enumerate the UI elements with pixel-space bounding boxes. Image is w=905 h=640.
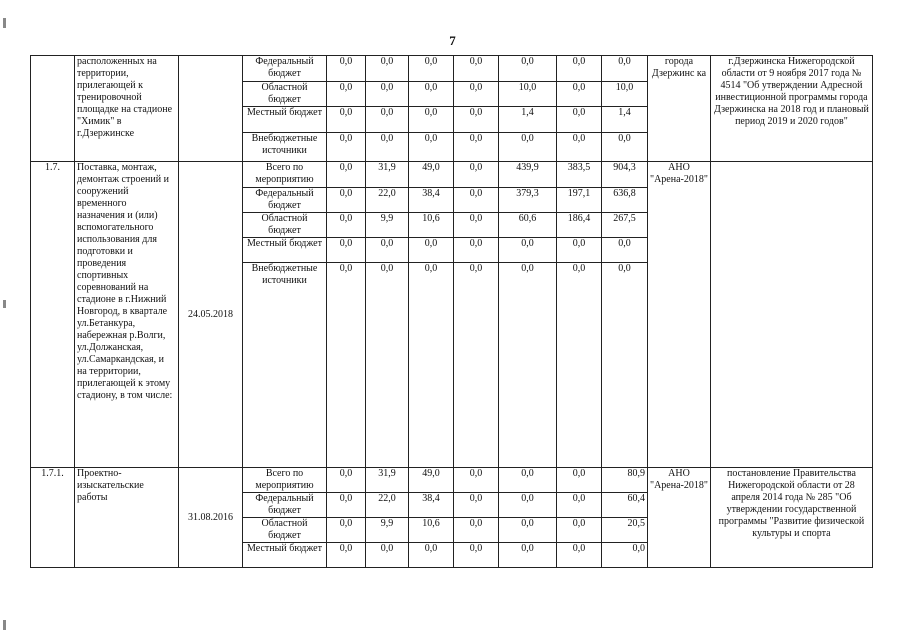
- amount-cell: 0,0: [454, 188, 499, 213]
- amount-cell: 0,0: [499, 133, 557, 162]
- amount-cell: 0,0: [557, 468, 602, 493]
- amount-cell: 20,5: [602, 518, 648, 543]
- amount-cell: 0,0: [557, 82, 602, 107]
- amount-cell: 0,0: [454, 263, 499, 468]
- amount-cell: 10,0: [602, 82, 648, 107]
- amount-cell: 38,4: [409, 493, 454, 518]
- amount-cell: 9,9: [366, 213, 409, 238]
- funding-source: Внебюджетные источники: [243, 133, 327, 162]
- amount-cell: 0,0: [409, 543, 454, 568]
- amount-cell: 0,0: [454, 543, 499, 568]
- amount-cell: 267,5: [602, 213, 648, 238]
- amount-cell: 80,9: [602, 468, 648, 493]
- funding-source: Всего по мероприятию: [243, 468, 327, 493]
- amount-cell: 0,0: [499, 263, 557, 468]
- amount-cell: 0,0: [557, 543, 602, 568]
- date-cell: 31.08.2016: [179, 468, 243, 568]
- amount-cell: 0,0: [454, 493, 499, 518]
- amount-cell: 0,0: [499, 493, 557, 518]
- amount-cell: 0,0: [366, 238, 409, 263]
- amount-cell: 0,0: [327, 518, 366, 543]
- amount-cell: 186,4: [557, 213, 602, 238]
- amount-cell: 0,0: [409, 238, 454, 263]
- amount-cell: 0,0: [327, 543, 366, 568]
- amount-cell: 197,1: [557, 188, 602, 213]
- amount-cell: 0,0: [602, 543, 648, 568]
- funding-source: Федеральный бюджет: [243, 493, 327, 518]
- amount-cell: 0,0: [409, 107, 454, 133]
- executor-cell: АНО "Арена-2018": [648, 162, 711, 468]
- amount-cell: 0,0: [327, 263, 366, 468]
- amount-cell: 0,0: [557, 263, 602, 468]
- amount-cell: 0,0: [454, 107, 499, 133]
- amount-cell: 0,0: [366, 107, 409, 133]
- amount-cell: 904,3: [602, 162, 648, 188]
- amount-cell: 22,0: [366, 493, 409, 518]
- amount-cell: 0,0: [409, 82, 454, 107]
- amount-cell: 10,6: [409, 518, 454, 543]
- amount-cell: 0,0: [327, 107, 366, 133]
- amount-cell: 0,0: [499, 468, 557, 493]
- amount-cell: 0,0: [366, 543, 409, 568]
- legal-basis-cell: [710, 162, 872, 468]
- amount-cell: 0,0: [366, 133, 409, 162]
- funding-source: Федеральный бюджет: [243, 188, 327, 213]
- amount-cell: 0,0: [499, 238, 557, 263]
- amount-cell: 0,0: [454, 56, 499, 82]
- amount-cell: 60,4: [602, 493, 648, 518]
- funding-table: [30, 55, 873, 568]
- amount-cell: 31,9: [366, 468, 409, 493]
- funding-source: Местный бюджет: [243, 107, 327, 133]
- funding-source: Областной бюджет: [243, 518, 327, 543]
- amount-cell: 0,0: [557, 238, 602, 263]
- amount-cell: 0,0: [327, 238, 366, 263]
- amount-cell: 0,0: [409, 263, 454, 468]
- amount-cell: 0,0: [409, 56, 454, 82]
- amount-cell: 379,3: [499, 188, 557, 213]
- amount-cell: 0,0: [557, 493, 602, 518]
- table-row: [31, 162, 873, 188]
- executor-cell: АНО "Арена-2018": [648, 468, 711, 568]
- amount-cell: 0,0: [327, 162, 366, 188]
- amount-cell: 439,9: [499, 162, 557, 188]
- amount-cell: 0,0: [499, 518, 557, 543]
- amount-cell: 0,0: [366, 56, 409, 82]
- amount-cell: 0,0: [499, 543, 557, 568]
- amount-cell: 49,0: [409, 468, 454, 493]
- scan-edge-mark: [3, 300, 6, 308]
- amount-cell: 38,4: [409, 188, 454, 213]
- amount-cell: 10,0: [499, 82, 557, 107]
- item-name-cell: Проектно-изыскательские работы: [75, 468, 179, 568]
- amount-cell: 0,0: [454, 518, 499, 543]
- amount-cell: 0,0: [557, 133, 602, 162]
- amount-cell: 0,0: [602, 263, 648, 468]
- funding-source: Всего по мероприятию: [243, 162, 327, 188]
- amount-cell: 0,0: [602, 133, 648, 162]
- amount-cell: 0,0: [454, 162, 499, 188]
- legal-basis-cell: г.Дзержинска Нижегородской области от 9 ноября 2017 года № 4514 "Об утверждении Адресной инвестиционной программы города Дзержинска на 2018 год и плановый период 2019 и 2020 годов": [710, 56, 872, 162]
- funding-source: Областной бюджет: [243, 213, 327, 238]
- funding-source: Местный бюджет: [243, 543, 327, 568]
- legal-basis-cell: постановление Правительства Нижегородской области от 28 апреля 2014 года № 285 "Об утверждении государственной программы "Развитие физической культуры и спорта: [710, 468, 872, 568]
- item-name-cell: Поставка, монтаж, демонтаж строений и сооружений временного назначения и (или) вспомогательного использования для подготовки и проведения спортивных соревнований на стадионе в г.Нижний Новгород, в квартале ул.Бетанкура, набережная р.Волги, ул.Должанская, ул.Самаркандская, и на территории, прилегающей к этому стадиону, в том числе:: [75, 162, 179, 468]
- amount-cell: 0,0: [327, 56, 366, 82]
- amount-cell: 0,0: [557, 107, 602, 133]
- amount-cell: 0,0: [409, 133, 454, 162]
- executor-cell: города Дзержинс ка: [648, 56, 711, 162]
- amount-cell: 636,8: [602, 188, 648, 213]
- amount-cell: 0,0: [327, 82, 366, 107]
- amount-cell: 0,0: [499, 56, 557, 82]
- amount-cell: 0,0: [327, 133, 366, 162]
- table-row: [31, 468, 873, 493]
- amount-cell: 9,9: [366, 518, 409, 543]
- funding-source: Внебюджетные источники: [243, 263, 327, 468]
- amount-cell: 0,0: [454, 238, 499, 263]
- date-cell: [179, 56, 243, 162]
- funding-source: Местный бюджет: [243, 238, 327, 263]
- amount-cell: 0,0: [366, 263, 409, 468]
- scan-edge-mark: [3, 18, 6, 28]
- amount-cell: 0,0: [557, 518, 602, 543]
- amount-cell: 1,4: [602, 107, 648, 133]
- item-number-cell: 1.7.: [31, 162, 75, 468]
- amount-cell: 0,0: [327, 213, 366, 238]
- page-number: 7: [449, 33, 456, 48]
- amount-cell: 1,4: [499, 107, 557, 133]
- amount-cell: 0,0: [454, 213, 499, 238]
- amount-cell: 0,0: [602, 56, 648, 82]
- amount-cell: 0,0: [454, 82, 499, 107]
- funding-source: Федеральный бюджет: [243, 56, 327, 82]
- amount-cell: 0,0: [327, 493, 366, 518]
- table-row: [31, 56, 873, 82]
- amount-cell: 0,0: [327, 188, 366, 213]
- amount-cell: 0,0: [327, 468, 366, 493]
- amount-cell: 383,5: [557, 162, 602, 188]
- amount-cell: 31,9: [366, 162, 409, 188]
- amount-cell: 0,0: [602, 238, 648, 263]
- amount-cell: 0,0: [366, 82, 409, 107]
- item-number-cell: [31, 56, 75, 162]
- date-cell: 24.05.2018: [179, 162, 243, 468]
- amount-cell: 22,0: [366, 188, 409, 213]
- amount-cell: 0,0: [454, 468, 499, 493]
- amount-cell: 60,6: [499, 213, 557, 238]
- item-name-cell: расположенных на территории, прилегающей к тренировочной площадке на стадионе "Химик" в г.Дзержинске: [75, 56, 179, 162]
- amount-cell: 10,6: [409, 213, 454, 238]
- amount-cell: 49,0: [409, 162, 454, 188]
- scan-edge-mark: [3, 620, 6, 630]
- amount-cell: 0,0: [557, 56, 602, 82]
- funding-source: Областной бюджет: [243, 82, 327, 107]
- item-number-cell: 1.7.1.: [31, 468, 75, 568]
- amount-cell: 0,0: [454, 133, 499, 162]
